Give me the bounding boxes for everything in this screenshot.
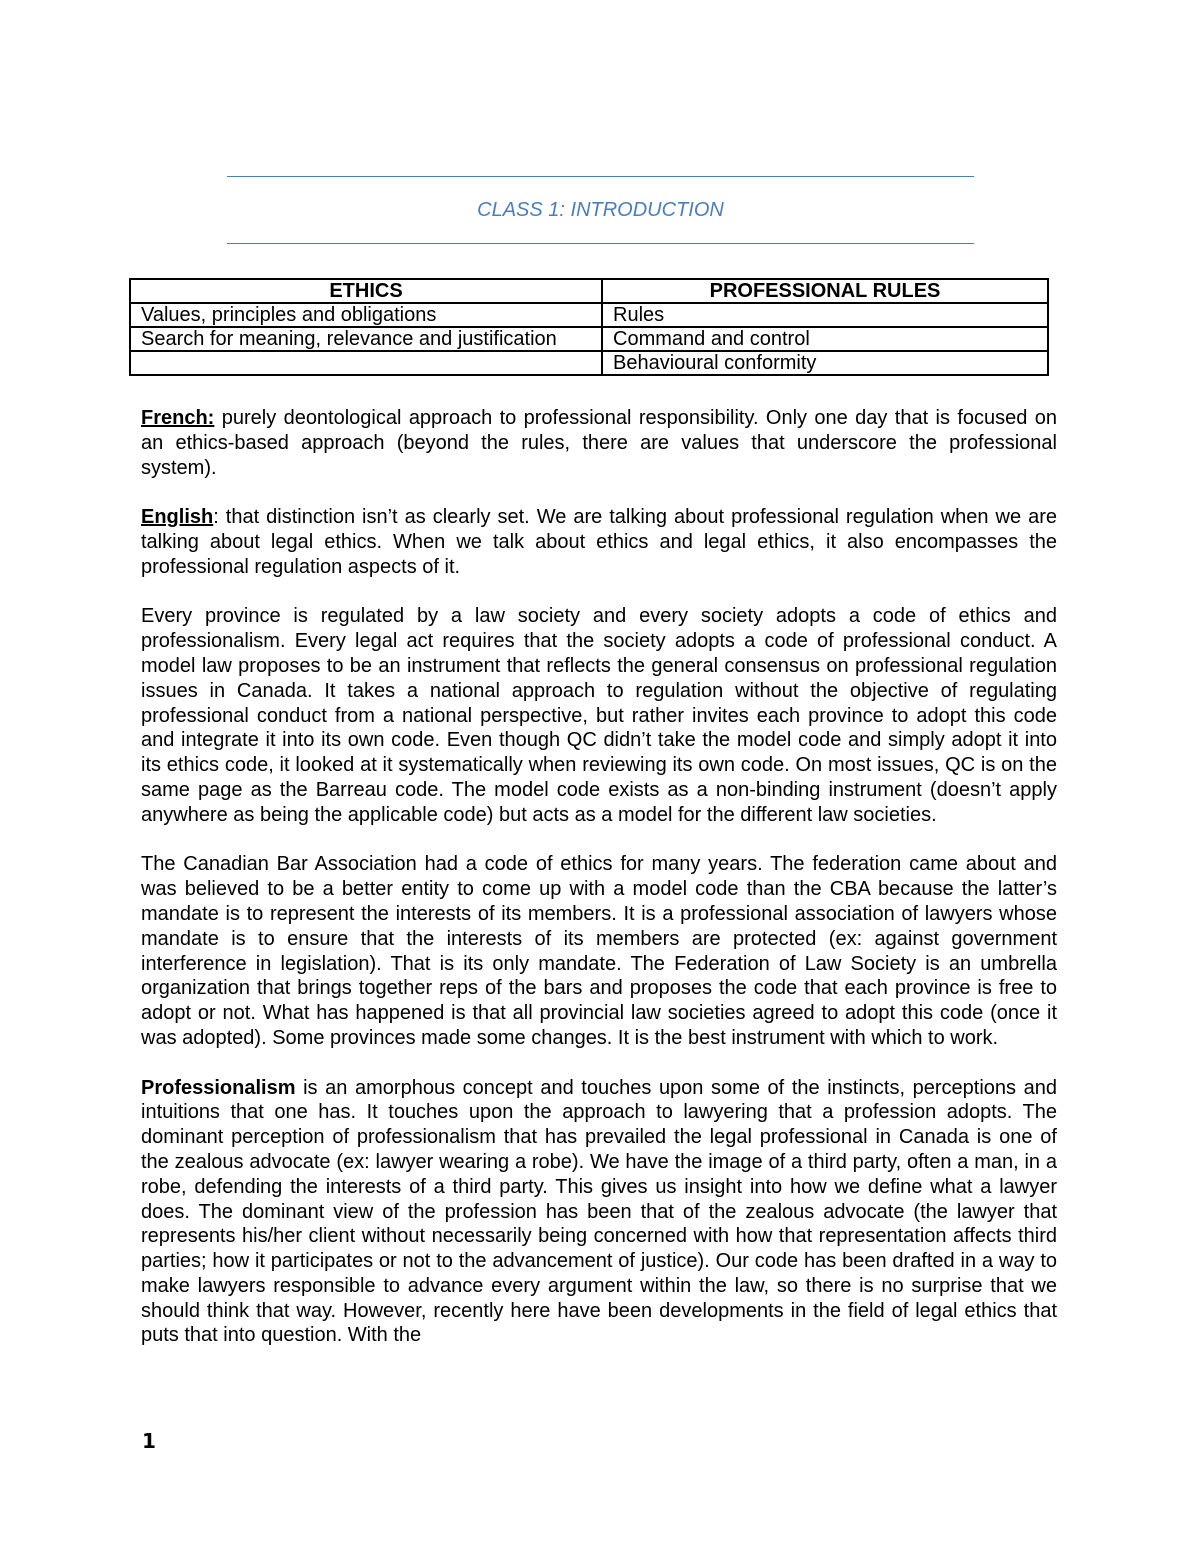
body-text: [141, 406, 1057, 1373]
lead-term-english: English: [141, 506, 214, 529]
paragraph-english: [141, 505, 1057, 579]
ethics-vs-rules-table: [129, 278, 1049, 376]
table-cell: Behavioural conformity: [602, 351, 1048, 375]
paragraph-text: : that distinction isn’t as clearly set. We are talking about professional regulation when we are talking about legal ethics. When we talk about ethics and legal ethics, it also encompasses the professional regulation aspects of it.: [141, 506, 1057, 578]
lead-term-french: French:: [141, 407, 215, 429]
title-rule-bottom: [227, 243, 974, 244]
table-cell: [130, 351, 602, 375]
paragraph-text: is an amorphous concept and touches upon some of the instincts, perceptions and intuitions that one has. It touches upon the approach to lawyering that a profession adopts. The dominant perception of professionalism that has prevailed the legal professional in Canada is one of the zealous advocate (ex: lawyer wearing a robe). We have the image of a third party, often a man, in a robe, defending the interests of a third party. This gives us insight into how we define what a lawyer does. The dominant view of the profession has been that of the zealous advocate (the lawyer that represents his/her client without necessarily being concerned with how that representation affects third parties; how it participates or not to the advancement of justice). Our code has been drafted in a way to make lawyers responsible to advance every argument within the law, so there is no surprise that we should think that way. However, recently here have been developments in the field of legal ethics that puts that into question. With the: [141, 1076, 1057, 1347]
table-cell: Search for meaning, relevance and justification: [130, 327, 602, 351]
paragraph-province: Every province is regulated by a law society and every society adopts a code of ethics and professionalism. Every legal act requires that the society adopts a code of professional conduct. A model law proposes to be an instrument that reflects the general consensus on professional regulation issues in Canada. It takes a national approach to regulation without the objective of regulating professional conduct from a national perspective, but rather invites each province to adopt this code and integrate it into its own code. Even though QC didn’t take the model code and simply adopt it into its ethics code, it looked at it systematically when reviewing its own code. On most issues, QC is on the same page as the Barreau code. The model code exists as a non-binding instrument (doesn’t apply anywhere as being the applicable code) but acts as a model for the different law societies.: [141, 605, 1057, 826]
paragraph-french: [141, 406, 1057, 480]
table-header-professional-rules: PROFESSIONAL RULES: [602, 279, 1048, 303]
table-header-ethics: ETHICS: [130, 279, 602, 303]
table-header-row: [130, 279, 1048, 303]
table-row: [130, 327, 1048, 351]
page-number: 1: [142, 1429, 156, 1453]
paragraph-professionalism: [141, 1076, 1057, 1349]
title-block: [227, 176, 974, 244]
table-cell: Rules: [602, 303, 1048, 327]
page-title: CLASS 1: INTRODUCTION: [477, 199, 724, 221]
title-rule-top: [227, 176, 974, 177]
lead-term-professionalism: Professionalism: [141, 1076, 296, 1099]
paragraph-cba: The Canadian Bar Association had a code of ethics for many years. The federation came about and was believed to be a better entity to come up with a model code than the CBA because the latter’s mandate is to represent the interests of its members. It is a professional association of lawyers whose mandate is to ensure that the interests of its members are protected (ex: against government interference in legislation). That is its only mandate. The Federation of Law Society is an umbrella organization that brings together reps of the bars and proposes the code that each province is free to adopt or not. What has happened is that all provincial law societies agreed to adopt this code (once it was adopted). Some provinces made some changes. It is the best instrument with which to work.: [141, 853, 1057, 1049]
paragraph-text: purely deontological approach to professional responsibility. Only one day that is focused on an ethics-based approach (beyond the rules, there are values that underscore the professional system).: [141, 407, 1057, 479]
table-row: [130, 303, 1048, 327]
table-row: [130, 351, 1048, 375]
table-cell: Command and control: [602, 327, 1048, 351]
table-cell: Values, principles and obligations: [130, 303, 602, 327]
